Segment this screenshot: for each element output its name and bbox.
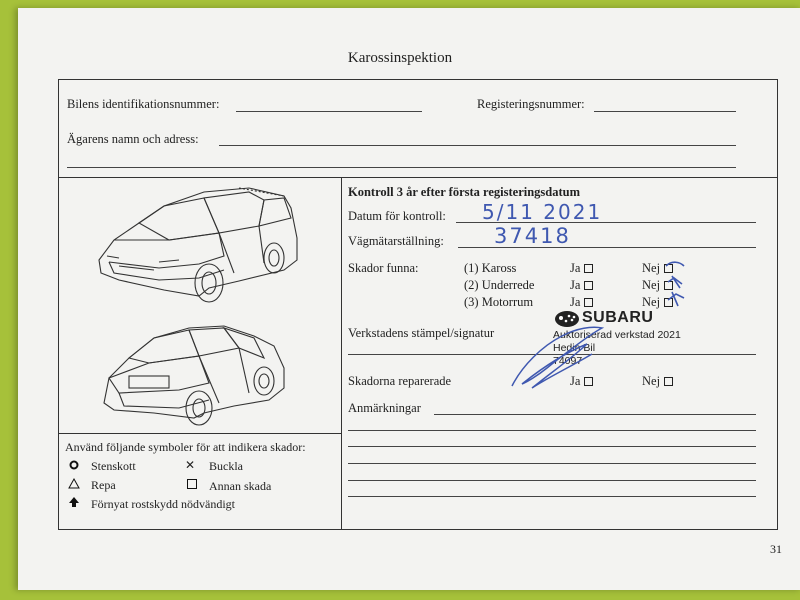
damage-row-underrede-label: (2) Underrede bbox=[464, 278, 535, 292]
repaired-label: Skadorna reparerade bbox=[348, 374, 452, 388]
car-diagrams-svg bbox=[59, 178, 342, 433]
owner-label: Ägarens namn och adress: bbox=[67, 132, 199, 146]
checkbox-icon[interactable] bbox=[584, 281, 593, 290]
section-heading: Kontroll 3 år efter första registeringsdatum bbox=[348, 185, 581, 199]
legend-rostskydd: Förnyat rostskydd nödvändigt bbox=[91, 497, 235, 511]
date-handwritten-value: 5/11 2021 bbox=[482, 200, 603, 224]
remarks-line-4[interactable] bbox=[348, 463, 756, 464]
car-diagram-panel bbox=[59, 178, 342, 529]
vehicle-header bbox=[59, 80, 777, 178]
filled-circle-icon bbox=[69, 460, 79, 473]
car-front-view-icon bbox=[99, 188, 297, 302]
stamp-line-3: 74097 bbox=[553, 355, 583, 367]
owner-field-line-1[interactable] bbox=[219, 145, 736, 146]
remarks-line-5[interactable] bbox=[348, 480, 756, 481]
damage-row-kaross-no[interactable]: Nej bbox=[642, 261, 673, 276]
stamp-label: Verkstadens stämpel/signatur bbox=[348, 326, 495, 340]
remarks-line-6[interactable] bbox=[348, 496, 756, 497]
inspection-form bbox=[58, 79, 778, 530]
owner-field-line-2[interactable] bbox=[67, 167, 736, 168]
stamp-brand: SUBARU bbox=[582, 309, 654, 326]
checkbox-icon[interactable] bbox=[664, 377, 673, 386]
reg-label: Registeringsnummer: bbox=[477, 97, 585, 111]
repaired-no[interactable]: Nej bbox=[642, 374, 673, 389]
page-title: Karossinspektion bbox=[347, 50, 453, 66]
checkbox-icon[interactable] bbox=[584, 264, 593, 273]
handwritten-checkmarks-icon bbox=[662, 254, 692, 314]
repaired-yes[interactable]: Ja bbox=[570, 374, 593, 389]
car-rear-view-icon bbox=[104, 326, 284, 425]
vin-field[interactable] bbox=[236, 111, 422, 112]
damages-label: Skador funna: bbox=[348, 261, 419, 275]
triangle-icon bbox=[68, 478, 80, 492]
odometer-handwritten-value: 37418 bbox=[494, 224, 571, 248]
legend-annan-skada: Annan skada bbox=[209, 479, 272, 493]
damage-row-underrede-no[interactable]: Nej bbox=[642, 278, 673, 293]
damage-row-motorrum-label: (3) Motorrum bbox=[464, 295, 534, 309]
damage-row-motorrum-no[interactable]: Nej bbox=[642, 295, 673, 310]
legend-stenskott: Stenskott bbox=[91, 459, 136, 473]
signature-icon bbox=[492, 306, 612, 396]
remarks-line-3[interactable] bbox=[348, 446, 756, 447]
square-icon bbox=[187, 479, 197, 492]
x-mark-icon: ✕ bbox=[185, 458, 196, 472]
inspection-panel bbox=[342, 178, 777, 529]
damage-symbol-legend bbox=[59, 433, 341, 529]
checkbox-icon[interactable] bbox=[584, 377, 593, 386]
page-number: 31 bbox=[770, 542, 782, 556]
remarks-line-2[interactable] bbox=[348, 430, 756, 431]
date-label: Datum för kontroll: bbox=[348, 209, 446, 223]
damage-row-motorrum-yes[interactable]: Ja bbox=[570, 295, 593, 310]
remarks-label: Anmärkningar bbox=[348, 401, 421, 415]
reg-field[interactable] bbox=[594, 111, 736, 112]
damage-row-kaross-yes[interactable]: Ja bbox=[570, 261, 593, 276]
stamp-line-2: Hedin Bil bbox=[553, 342, 596, 354]
legend-repa: Repa bbox=[91, 478, 116, 492]
legend-buckla: Buckla bbox=[209, 459, 243, 473]
legend-title: Använd följande symboler för att indikera skador: bbox=[65, 440, 306, 454]
arrow-up-icon bbox=[68, 496, 80, 511]
vin-label: Bilens identifikationsnummer: bbox=[67, 97, 220, 111]
odometer-label: Vägmätarställning: bbox=[348, 234, 444, 248]
damage-row-kaross-label: (1) Kaross bbox=[464, 261, 517, 275]
stamp-line-1: Auktoriserad verkstad 2021 bbox=[553, 329, 681, 341]
damage-row-underrede-yes[interactable]: Ja bbox=[570, 278, 593, 293]
remarks-line-1[interactable] bbox=[434, 414, 756, 415]
